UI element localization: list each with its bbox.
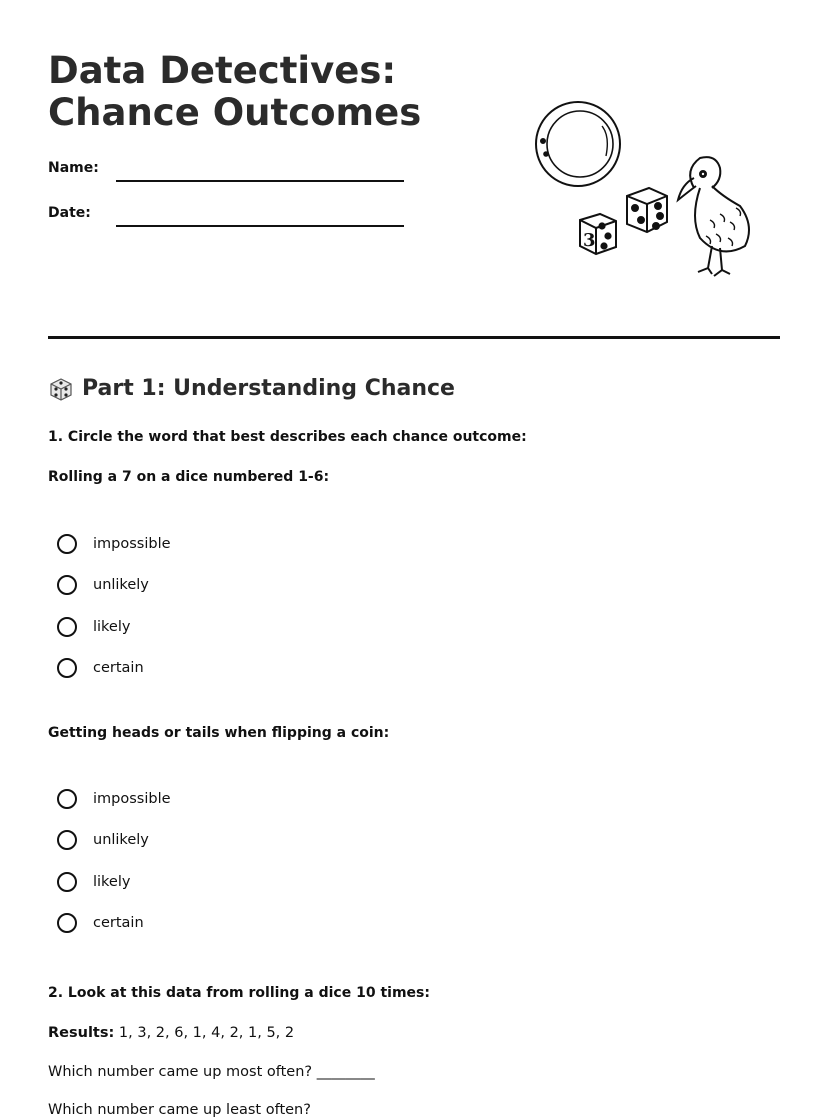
coin-icon [536,102,620,186]
radio-button[interactable] [57,913,77,933]
option-label: certain [93,915,144,931]
radio-button[interactable] [57,872,77,892]
option-label: unlikely [93,577,149,593]
option-label: likely [93,619,131,635]
date-field[interactable] [116,225,404,227]
q2-prompt: 2. Look at this data from rolling a dice 10 times: [48,985,430,1001]
dice-icon [627,188,667,232]
results-line [48,1025,294,1041]
option-likely[interactable] [57,617,130,637]
section-divider [48,336,780,339]
option-likely[interactable] [57,872,130,892]
radio-button[interactable] [57,575,77,595]
option-certain[interactable] [57,658,144,678]
results-label: Results: [48,1025,115,1041]
option-impossible[interactable] [57,789,171,809]
radio-button[interactable] [57,534,77,554]
option-unlikely[interactable] [57,830,149,850]
q1-prompt: 1. Circle the word that best describes each chance outcome: [48,429,527,445]
part1-heading [48,374,455,404]
radio-button[interactable] [57,830,77,850]
question-most-often: Which number came up most often? ________ [48,1064,375,1080]
die-number: 3 [583,230,596,251]
radio-button[interactable] [57,658,77,678]
question-least-often: Which number came up least often? [48,1102,311,1118]
option-label: unlikely [93,832,149,848]
option-label: certain [93,660,144,676]
page-title: Data Detectives: Chance Outcomes [48,49,422,134]
radio-button[interactable] [57,617,77,637]
option-certain[interactable] [57,913,144,933]
bird-icon [678,157,749,276]
option-impossible[interactable] [57,534,171,554]
option-unlikely[interactable] [57,575,149,595]
part1-heading-text: Part 1: Understanding Chance [82,376,455,401]
dice-icon [48,376,74,402]
option-label: impossible [93,536,171,552]
option-label: impossible [93,791,171,807]
dice-icon [580,214,616,254]
q1-item-2-label: Getting heads or tails when flipping a coin: [48,725,390,741]
radio-button[interactable] [57,789,77,809]
results-values: 1, 3, 2, 6, 1, 4, 2, 1, 5, 2 [118,1025,295,1041]
name-label: Name: [48,160,99,176]
option-label: likely [93,874,131,890]
q1-item-1-label: Rolling a 7 on a dice numbered 1-6: [48,469,330,485]
chance-illustration [530,96,760,286]
name-field[interactable] [116,180,404,182]
date-label: Date: [48,205,91,221]
